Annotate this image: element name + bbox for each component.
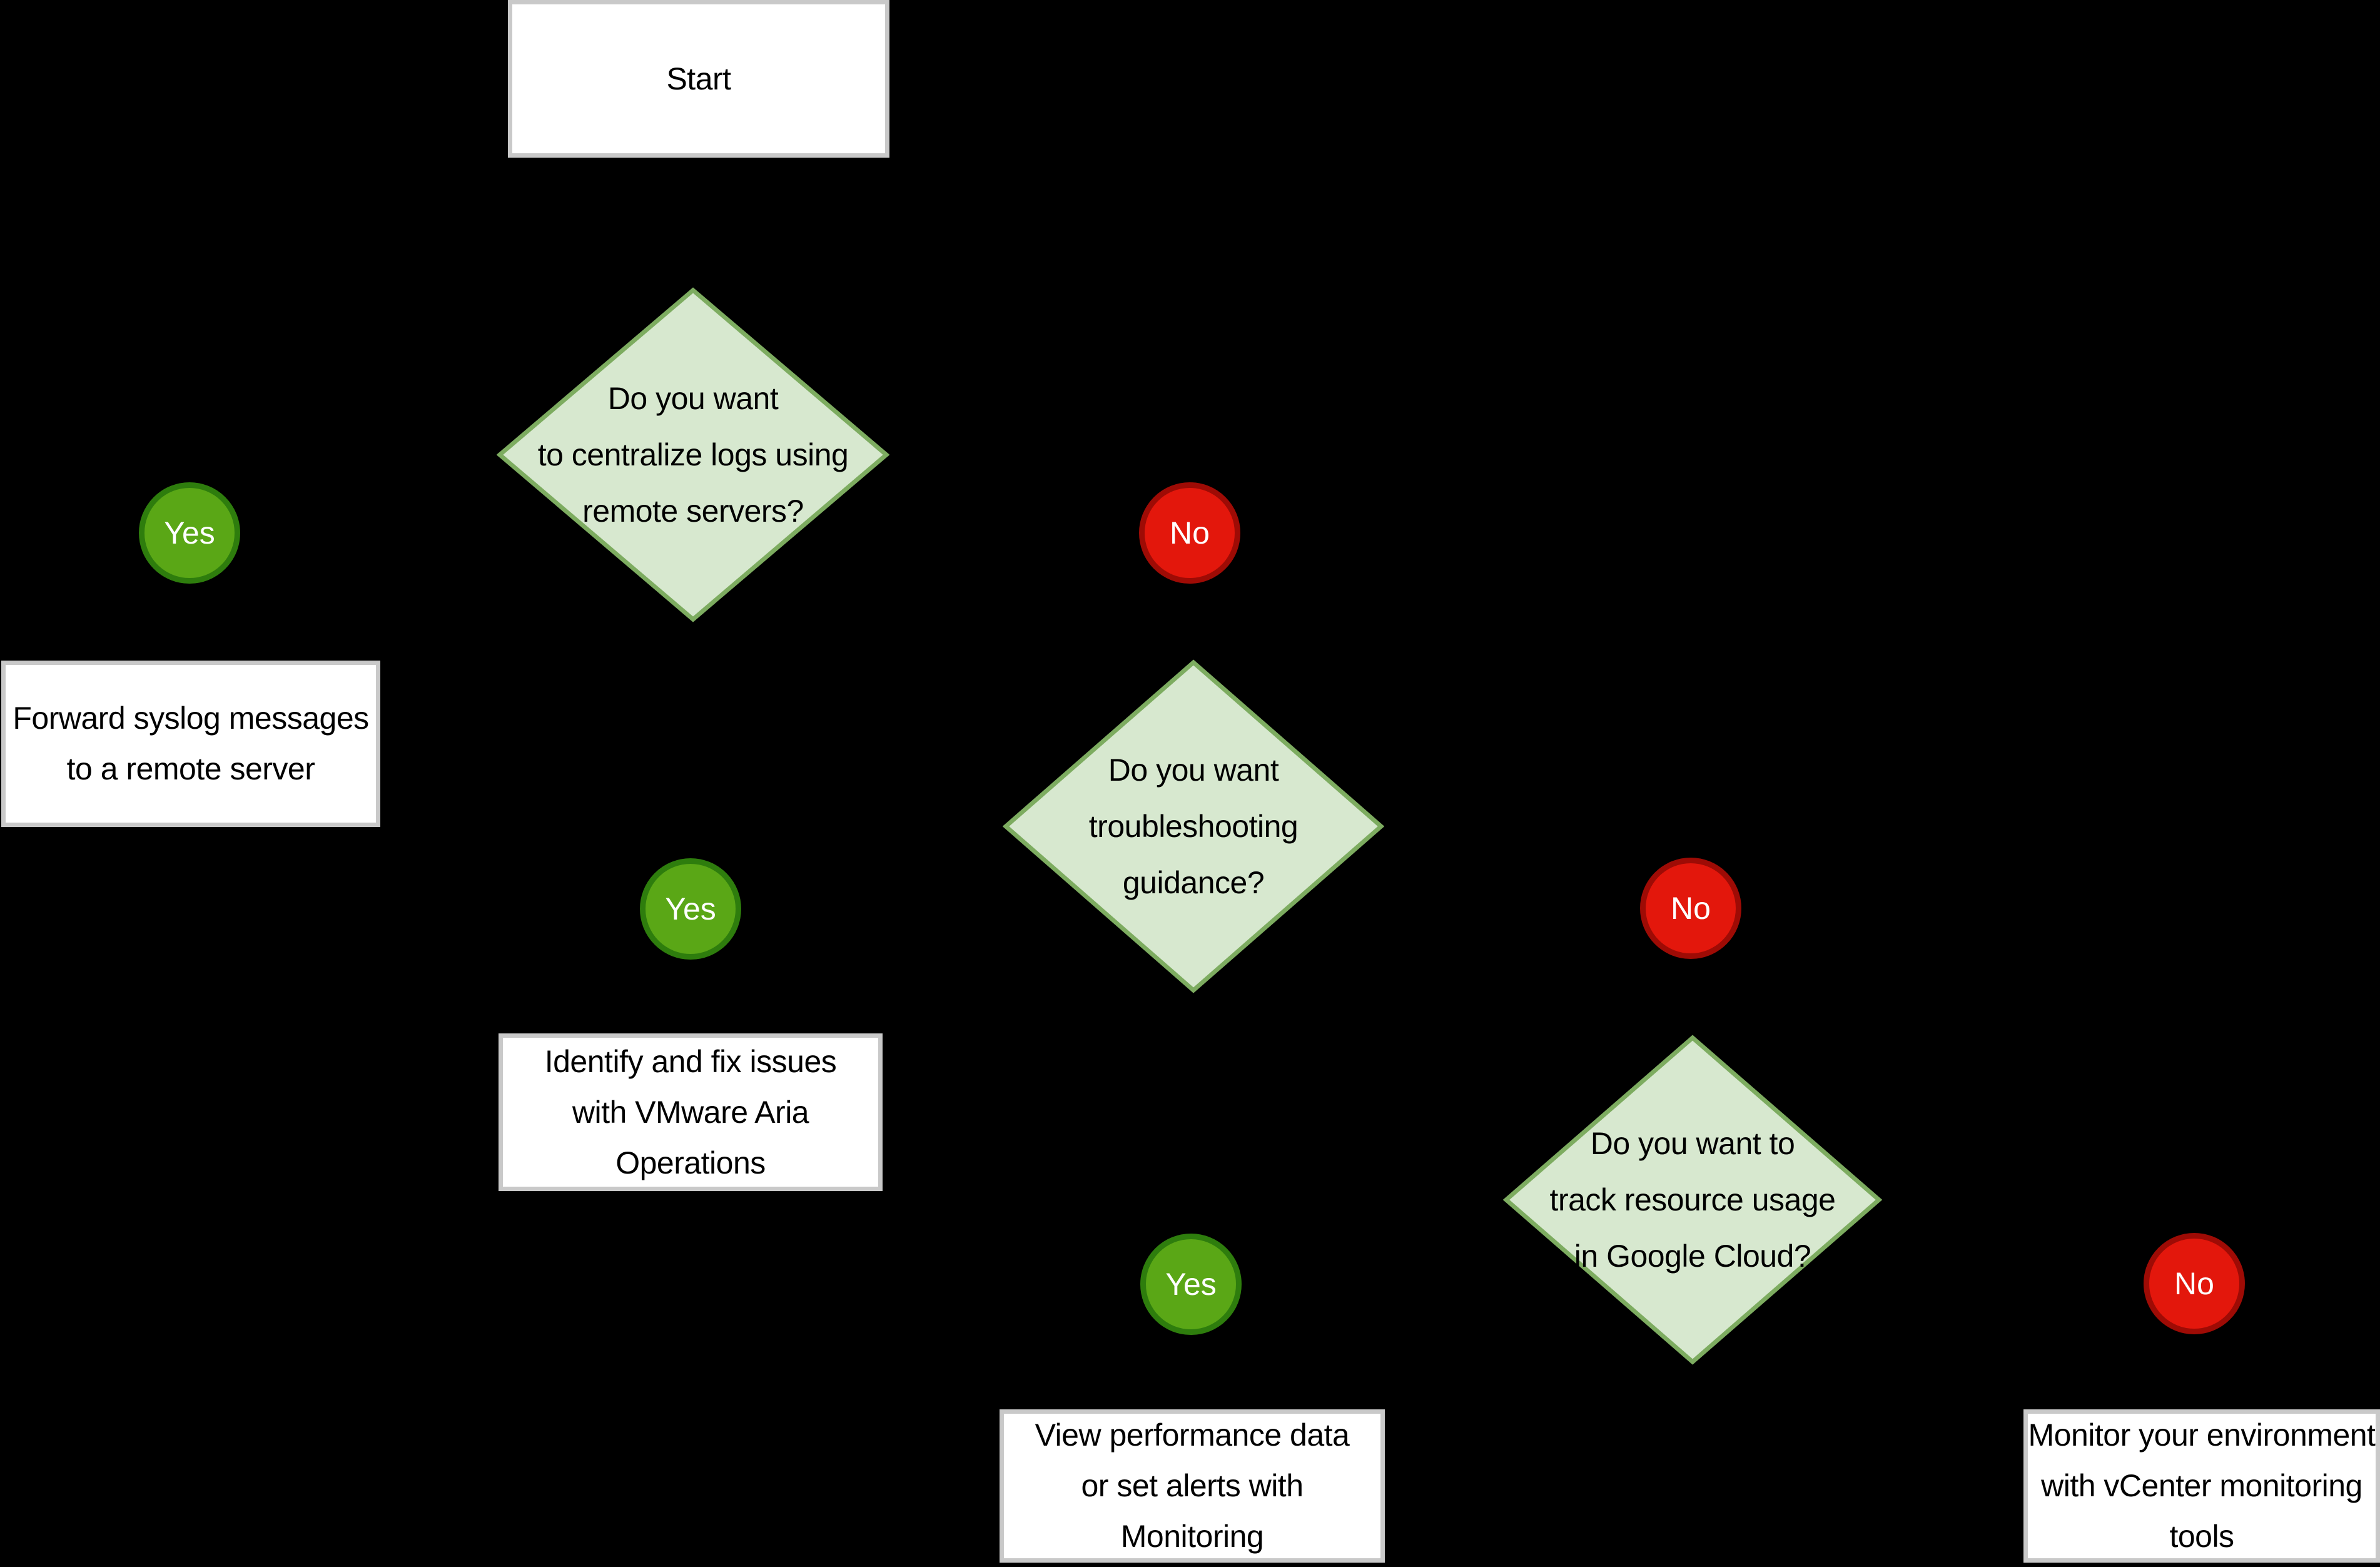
node-label-line: Monitor your environment [2028,1417,2376,1453]
node-label-line: Operations [615,1145,766,1180]
outcome-monitor-vcenter-box [2023,1409,2380,1563]
decision-troubleshooting [1003,659,1384,993]
node-label-line: or set alerts with [1081,1468,1304,1503]
node-label-line: Forward syslog messages [13,701,369,736]
node-label-line: troubleshooting [1088,809,1299,844]
node-label-line: with VMware Aria [572,1094,809,1130]
node-label-line: to a remote server [66,751,315,786]
no-badge-track-usage [2144,1233,2245,1334]
node-label-line: remote servers? [582,494,804,529]
node-label-line: Do you want [1108,753,1279,788]
node-label-line: tools [2169,1519,2234,1554]
decision-track-usage [1503,1035,1882,1365]
decision-centralize-logs-label [497,287,889,622]
node-label-line: Monitoring [1120,1519,1264,1554]
node-label-line: with vCenter monitoring [2041,1468,2362,1503]
node-label-line: Identify and fix issues [544,1043,837,1079]
outcome-forward-syslog-box [1,661,380,827]
no-badge-label: No [1671,891,1711,926]
node-label-line: Do you want [607,381,779,416]
node-label-line: guidance? [1122,865,1265,900]
yes-badge-label: Yes [1165,1267,1217,1302]
outcome-view-performance-box [1000,1409,1385,1563]
decision-troubleshooting-label [1003,659,1384,993]
start-node-label: Start [666,61,731,96]
yes-badge-label: Yes [665,891,716,926]
node-label-line: Do you want to [1590,1126,1795,1161]
no-badge-centralize-logs [1139,482,1240,584]
no-badge-label: No [1170,515,1210,550]
node-label-line: View performance data [1035,1417,1350,1453]
node-label-line: in Google Cloud? [1574,1239,1811,1274]
node-label-line: track resource usage [1549,1182,1836,1217]
yes-badge-centralize-logs [139,482,240,584]
outcome-identify-fix-box [499,1033,883,1191]
no-badge-label: No [2174,1266,2214,1301]
decision-centralize-logs [497,287,889,622]
node-label-line: to centralize logs using [537,437,849,472]
no-badge-troubleshooting [1640,858,1741,959]
yes-badge-label: Yes [164,515,215,550]
yes-badge-troubleshooting [640,858,741,960]
yes-badge-track-usage [1140,1234,1242,1335]
start-node [508,0,889,158]
decision-track-usage-label [1503,1035,1882,1365]
